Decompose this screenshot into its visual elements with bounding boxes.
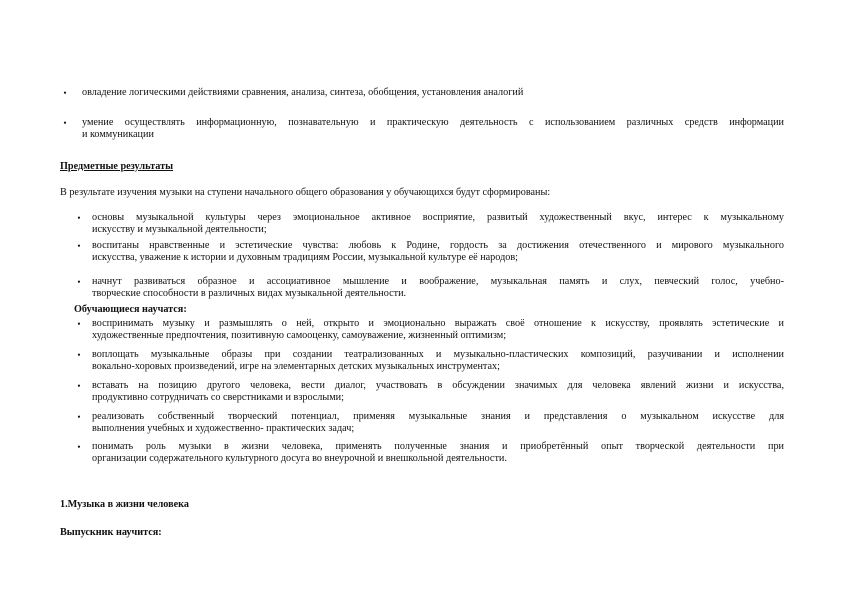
list-item [92,276,784,300]
section-heading: 1.Музыка в жизни человека [60,499,189,510]
bullet-icon: • [77,381,81,391]
section-subheading: Предметные результаты [60,161,174,172]
list-item-line: творческие способности в различных видах музыкальной деятельности. [92,288,407,299]
list-item [92,318,784,342]
list-item [92,441,784,465]
bullet-icon: • [77,350,81,360]
list-item-line: воплощать музыкальные образы при создании театрализованных и музыкально-пластических композиций, разучивании и исполнении [92,349,784,360]
graduate-heading: Выпускник научится: [60,527,162,538]
list-item [82,117,784,141]
learners-heading: Обучающиеся научатся: [74,304,187,315]
list-item-line: и коммуникации [82,129,154,140]
list-item-line: вокально-хоровых произведений, игре на элементарных детских музыкальных инструментах; [92,361,500,372]
list-item-line: выполнения учебных и художественно- практических задач; [92,423,355,434]
bullet-icon: • [77,213,81,223]
list-item [82,87,784,99]
list-item-line: воспитаны нравственные и эстетические чувства: любовь к Родине, гордость за достижения отечественного и мирового музыкального [92,240,784,251]
bullet-icon: • [63,118,67,128]
list-item-line: искусству и музыкальной деятельности; [92,224,267,235]
list-item-line: организации содержательного культурного досуга во внеурочной и внешкольной деятельности. [92,453,507,464]
list-item [92,212,784,236]
bullet-icon: • [77,412,81,422]
list-item-line: овладение логическими действиями сравнения, анализа, синтеза, обобщения, установления аналогий [82,87,524,98]
list-item-line: основы музыкальной культуры через эмоциональное активное восприятие, развитый художественный вкус, интерес к музыкальному [92,212,784,223]
list-item [92,411,784,435]
bullet-icon: • [77,241,81,251]
bullet-icon: • [77,277,81,287]
list-item-line: продуктивно сотрудничать со сверстниками и взрослыми; [92,392,344,403]
bullet-icon: • [77,442,81,452]
list-item [92,240,784,264]
list-item [92,380,784,404]
list-item-line: начнут развиваться образное и ассоциативное мышление и воображение, музыкальная память и слух, певческий голос, учебно- [92,276,784,287]
list-item-line: художественные предпочтения, позитивную самооценку, самоуважение, жизненный оптимизм; [92,330,507,341]
list-item-line: умение осуществлять информационную, познавательную и практическую деятельность с использованием различных средств информации [82,117,784,128]
list-item-line: вставать на позицию другого человека, вести диалог, участвовать в обсуждении значимых для человека явлений жизни и искусства, [92,380,784,391]
list-item-line: реализовать собственный творческий потенциал, применяя музыкальные знания и представления о музыкальном искусстве для [92,411,784,422]
bullet-icon: • [77,319,81,329]
list-item [92,349,784,373]
paragraph: В результате изучения музыки на ступени начального общего образования у обучающихся будут сформированы: [60,187,551,198]
list-item-line: понимать роль музыки в жизни человека, применять полученные знания и приобретённый опыт творческой деятельности при [92,441,784,452]
list-item-line: воспринимать музыку и размышлять о ней, открыто и эмоционально выражать своё отношение к искусству, проявлять эстетические и [92,318,784,329]
list-item-line: искусства, уважение к истории и духовным традициям России, музыкальной культуре её народов; [92,252,518,263]
bullet-icon: • [63,88,67,98]
